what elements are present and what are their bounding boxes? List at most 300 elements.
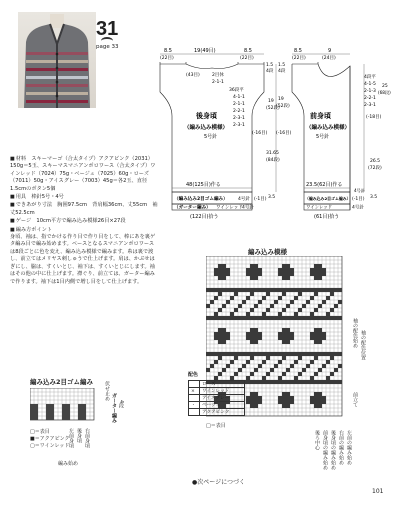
chart-cell: [262, 312, 266, 316]
chart-cell: [326, 316, 330, 320]
chart-cell: [330, 316, 334, 320]
chart-cell: [314, 340, 318, 344]
chart-cell: [314, 272, 318, 276]
chart-cell: [310, 336, 314, 340]
chart-cell: [290, 288, 294, 292]
chart-cell: [318, 264, 322, 268]
chart-cell: [286, 352, 290, 356]
chart-bottom-label-1: 前身頃の編み始め: [322, 430, 328, 470]
chart-cell: [294, 352, 298, 356]
chart-cell: [310, 288, 314, 292]
chart-cell: [302, 352, 306, 356]
rib-cell: [66, 404, 70, 408]
instructions-text: [10, 156, 158, 287]
chart-cell: [294, 380, 298, 384]
chart-cell: [294, 376, 298, 380]
front-garter-color: ワインレッド: [306, 205, 333, 211]
chart-cell: [254, 352, 258, 356]
chart-cell: [222, 276, 226, 280]
front-height-rows: 4段: [278, 69, 286, 74]
chart-cell: [314, 276, 318, 280]
chart-cell: [218, 288, 222, 292]
page-number: 101: [372, 488, 384, 495]
rib-cell: [30, 416, 34, 420]
chart-cell: [262, 360, 266, 364]
chart-cell: [270, 380, 274, 384]
chart-cell: [246, 288, 250, 292]
chart-cell: [318, 396, 322, 400]
chart-cell: [318, 316, 322, 320]
chart-cell: [330, 380, 334, 384]
back-needle: 5号針: [204, 134, 218, 140]
back-armhole-st: (-16目): [252, 131, 268, 136]
chart-cell: [258, 380, 262, 384]
back-armhole-shape-0: 36段平: [229, 88, 244, 93]
back-armhole-shape-5: 2-3-1: [233, 123, 245, 128]
chart-cell: [262, 296, 266, 300]
legend-title: 配色: [188, 372, 199, 378]
chart-cell: [338, 316, 342, 320]
chart-cell: [246, 268, 250, 272]
chart-cell: [334, 288, 338, 292]
chart-cell: [298, 356, 302, 360]
chart-cell: [290, 332, 294, 336]
chart-cell: [334, 352, 338, 356]
rib-cell: [82, 404, 86, 408]
chart-cell: [318, 332, 322, 336]
chart-cell: [230, 316, 234, 320]
chart-cell: [210, 364, 214, 368]
rib-cell: [62, 416, 66, 420]
chart-cell: [322, 380, 326, 384]
chart-cell: [254, 380, 258, 384]
back-shoulder-right-st: (22目): [240, 56, 254, 61]
chart-cell: [254, 336, 258, 340]
chart-cell: [214, 352, 218, 356]
front-needle: 5号針: [316, 134, 330, 140]
chart-cell: [270, 368, 274, 372]
rib-title: 編み込み2目ゴム編み: [30, 378, 94, 386]
chart-cell: [250, 340, 254, 344]
chart-cell: [206, 352, 210, 356]
chart-cell: [310, 400, 314, 404]
chart-cell: [278, 288, 282, 292]
chart-cell: [314, 292, 318, 296]
chart-cell: [218, 332, 222, 336]
chart-cell: [322, 336, 326, 340]
chart-cell: [278, 316, 282, 320]
front-title: 前身頃: [310, 112, 331, 120]
rib-key-2: ▢＝ワインレッド: [30, 443, 70, 449]
chart-cell: [330, 372, 334, 376]
front-neck-st: (24目): [322, 56, 336, 61]
front-armhole-rows: (52段): [276, 104, 290, 109]
chart-cell: [286, 328, 290, 332]
back-armhole-shape-2: 2-1-1: [233, 102, 245, 107]
back-armhole-shape-3: 2-2-1: [233, 109, 245, 114]
chart-cell: [250, 268, 254, 272]
chart-cell: [218, 352, 222, 356]
chart-cell: [302, 380, 306, 384]
rib-cell: [30, 412, 34, 416]
chart-cell: [274, 364, 278, 368]
back-shoulder-right: 8.5: [244, 48, 252, 54]
chart-cell: [242, 300, 246, 304]
chart-cell: [254, 332, 258, 336]
chart-cell: [250, 336, 254, 340]
chart-cell: [250, 400, 254, 404]
chart-cell: [218, 276, 222, 280]
chart-cell: [330, 352, 334, 356]
chart-cell: [254, 368, 258, 372]
chart-cell: [306, 352, 310, 356]
chart-cell: [330, 356, 334, 360]
chart-cell: [238, 352, 242, 356]
back-width: 48(125目)作る: [186, 182, 221, 188]
legend-row: [189, 409, 245, 416]
chart-cell: [314, 396, 318, 400]
chart-cell: [250, 264, 254, 268]
chart-cell: [222, 328, 226, 332]
chart-cell: [214, 332, 218, 336]
chart-cell: [290, 316, 294, 320]
rib-cell: [50, 408, 54, 412]
chart-cell: [310, 268, 314, 272]
chart-cell: [266, 288, 270, 292]
chart-cell: [314, 336, 318, 340]
chart-cell: [286, 400, 290, 404]
chart-cell: [226, 352, 230, 356]
back-rib-st: (-1目): [254, 197, 267, 202]
chart-cell: [286, 316, 290, 320]
chart-cell: [298, 292, 302, 296]
chart-cell: [234, 292, 238, 296]
rib-cell: [78, 404, 82, 408]
tools-text: 棒針5号・4号: [31, 194, 64, 201]
chart-cell: [266, 356, 270, 360]
front-shoulder: 8.5: [294, 48, 302, 54]
front-neck-rows-st: (68段): [378, 90, 391, 95]
rib-label-0: 伏せ止め: [104, 381, 110, 401]
chart-cell: [278, 352, 282, 356]
front-rib-height: 3.5: [370, 195, 378, 200]
chart-cell: [250, 380, 254, 384]
chart-cell: [310, 316, 314, 320]
front-total-rows: (72段): [368, 166, 382, 171]
chart-cell: [326, 296, 330, 300]
chart-cell: [214, 296, 218, 300]
chart-cell: [318, 392, 322, 396]
chart-cell: [258, 396, 262, 400]
chart-cell: [222, 264, 226, 268]
chart-cell: [254, 400, 258, 404]
back-armhole-shape-4: 2-3-1: [233, 116, 245, 121]
front-rib-st: (-1目): [352, 197, 365, 202]
chart-cell: [278, 312, 282, 316]
chart-cell: [254, 396, 258, 400]
chart-cell: [254, 316, 258, 320]
chart-cell: [234, 356, 238, 360]
chart-cell: [222, 272, 226, 276]
back-body: 31.65: [266, 151, 279, 156]
chart-cell: [286, 272, 290, 276]
chart-cell: [286, 304, 290, 308]
rib-cell: [62, 408, 66, 412]
chart-cell: [210, 288, 214, 292]
chart-cell: [318, 400, 322, 404]
chart-cell: [270, 316, 274, 320]
chart-cell: [266, 372, 270, 376]
chart-cell: [262, 316, 266, 320]
page-reference: page 33: [96, 44, 119, 50]
back-subtitle: （編み込み模様）: [184, 125, 229, 131]
chart-cell: [254, 304, 258, 308]
chart-cell: [298, 372, 302, 376]
chart-cell: [282, 288, 286, 292]
chart-cell: [214, 268, 218, 272]
chart-cell: [278, 396, 282, 400]
front-width: 23.5(62目)作る: [306, 182, 343, 188]
front-neck-shape-0: 4段平: [364, 75, 376, 80]
chart-cell: [286, 368, 290, 372]
chart-cell: [282, 396, 286, 400]
chart-cell: [302, 368, 306, 372]
back-garter-needle: 4号針: [242, 205, 254, 211]
chart-cell: [214, 312, 218, 316]
chart-cell: [246, 336, 250, 340]
chart-cell: [278, 380, 282, 384]
back-garter-color: ワインレッド: [216, 205, 243, 211]
back-rib-height: 3.5: [268, 195, 276, 200]
chart-cell: [322, 288, 326, 292]
rib-label-1: ガーター編み: [111, 393, 117, 423]
legend-symbol: [189, 381, 200, 388]
chart-cell: [318, 268, 322, 272]
rib-start: 編み始め: [58, 461, 79, 467]
legend-symbol: [189, 395, 200, 402]
chart-cell: [222, 268, 226, 272]
front-armhole: 19: [278, 97, 284, 102]
chart-cell: [286, 340, 290, 344]
chart-cell: [246, 400, 250, 404]
chart-cell: [282, 308, 286, 312]
chart-cell: [318, 352, 322, 356]
method-heading: ■ 編み方ポイント: [10, 227, 52, 233]
legend-row: [189, 395, 245, 402]
front-neck-shape-3: 2-2-1: [364, 96, 376, 101]
chart-cell: [242, 364, 246, 368]
chart-cell: [278, 332, 282, 336]
chart-cell: [318, 340, 322, 344]
chart-cell: [314, 332, 318, 336]
legend-row: [189, 402, 245, 409]
chart-cell: [326, 380, 330, 384]
rib-cell: [34, 404, 38, 408]
chart-cell: [282, 392, 286, 396]
chart-cell: [226, 332, 230, 336]
chart-cell: [262, 288, 266, 292]
chart-cell: [250, 316, 254, 320]
front-neck-shape-2: 2-1-3: [364, 89, 376, 94]
chart-cell: [286, 380, 290, 384]
chart-cell: [290, 336, 294, 340]
rib-cell: [30, 404, 34, 408]
chart-cell: [306, 300, 310, 304]
back-neck-pick2: 2目休: [212, 73, 224, 78]
next-page-note: ●次ページにつづく: [192, 479, 245, 486]
chart-cell: [278, 336, 282, 340]
chart-cell: [230, 352, 234, 356]
chart-cell: [290, 400, 294, 404]
chart-cell: [266, 292, 270, 296]
chart-cell: [254, 404, 258, 408]
legend-symbol: ×: [189, 388, 200, 395]
chart-cell: [258, 332, 262, 336]
chart-cell: [246, 332, 250, 336]
chart-cell: [266, 308, 270, 312]
chart-cell: [234, 352, 238, 356]
chart-cell: [322, 300, 326, 304]
chart-cell: [318, 304, 322, 308]
chart-cell: [282, 264, 286, 268]
chart-cell: [274, 352, 278, 356]
rib-cell: [82, 416, 86, 420]
legend-table: [188, 380, 245, 416]
chart-cell: [258, 268, 262, 272]
chart-cell: [334, 316, 338, 320]
rib-cell: [50, 412, 54, 416]
chart-cell: [250, 276, 254, 280]
chart-cell: [218, 336, 222, 340]
chart-cell: [306, 364, 310, 368]
chart-cell: [226, 364, 230, 368]
method-text: 身頃、袖は、指でかける作り目で作り目をして、棒にあを裏ゲタ編み目で編み始めます。ベースとなるスマニアンポロワースは8段ごとに色を変え、編み込み模様で編みます。糸は裏で渡し、前立てはメリヤス刺しゅうで仕上げます。肩は、かぶせはぎにし、脇は、すくいとじ、袖下は、すくいとじにします。袖はその他の中に仕上げます。襟ぐり、前立ては、ガーター編みで作ります。袖下は1目内側で増し目をして仕上げます。: [10, 234, 156, 285]
chart-cell: [218, 308, 222, 312]
chart-cell: [310, 272, 314, 276]
chart-cell: [318, 404, 322, 408]
chart-cell: [274, 288, 278, 292]
rib-cell: [82, 412, 86, 416]
chart-cell: [266, 316, 270, 320]
back-total-st: (122目)拾う: [190, 214, 219, 220]
back-title: 後身頃: [196, 112, 217, 120]
back-armhole-shape-1: 4-1-1: [233, 95, 245, 100]
chart-bottom-label-0: 後ろ中心: [314, 430, 320, 450]
chart-cell: [298, 288, 302, 292]
chart-cell: [222, 316, 226, 320]
chart-cell: [230, 312, 234, 316]
chart-cell: [286, 268, 290, 272]
chart-cell: [246, 376, 250, 380]
chart-cell: [286, 392, 290, 396]
chart-cell: [326, 352, 330, 356]
chart-cell: [330, 288, 334, 292]
chart-cell: [282, 352, 286, 356]
materials-text: スキーマーゴ（合太タイプ）アクアピンク（2031）150g＝5玉、スキーマスマニアンポロワース（合太タイプ）ワインレッド（7024）75g・ベージュ（7025）60g・ローズ（7011）50g・アイスグレー（7003）45g＝各2玉、直径1.5cmのボタン5個: [10, 156, 156, 192]
chart-cell: [218, 328, 222, 332]
rib-label-2: 4段: [118, 400, 124, 409]
back-rib-label: （編み込み2目ゴム編み）: [174, 197, 228, 202]
chart-cell: [226, 272, 230, 276]
chart-cell: [314, 352, 318, 356]
chart-bottom-label-3: 右前の編み始め: [338, 430, 344, 465]
back-neck-pick: (43目): [186, 73, 200, 78]
chart-cell: [318, 328, 322, 332]
chart-cell: [294, 316, 298, 320]
front-subtitle: （編み込み模様）: [306, 125, 351, 131]
back-shoulder-left: 8.5: [164, 48, 172, 54]
legend-row: [189, 388, 245, 395]
chart-cell: [286, 336, 290, 340]
chart-cell: [282, 268, 286, 272]
chart-cell: [250, 292, 254, 296]
rib-bottom-0: 左前身頃: [68, 428, 74, 448]
rib-cell: [66, 416, 70, 420]
chart-cell: [278, 272, 282, 276]
rib-cell: [50, 416, 54, 420]
chart-cell: [254, 276, 258, 280]
front-rib-label: （編み込み2目ゴム編み）: [305, 196, 351, 201]
legend-name: アイスグレー: [200, 395, 245, 402]
chart-cell: [282, 276, 286, 280]
chart-cell: [282, 380, 286, 384]
chart-cell: [334, 380, 338, 384]
chart-cell: [222, 288, 226, 292]
chart-cell: [210, 352, 214, 356]
chart-cell: [294, 312, 298, 316]
rib-cell: [78, 412, 82, 416]
chart-cell: [246, 352, 250, 356]
chart-cell: [214, 360, 218, 364]
chart-cell: [266, 380, 270, 384]
chart-cell: [290, 364, 294, 368]
chart-cell: [318, 380, 322, 384]
chart-cell: [298, 352, 302, 356]
chart-cell: [302, 304, 306, 308]
chart-cell: [318, 288, 322, 292]
chart-cell: [238, 304, 242, 308]
rib-cell: [34, 412, 38, 416]
chart-cell: [254, 272, 258, 276]
front-neck-note: (-18目): [366, 115, 382, 120]
chart-cell: [290, 396, 294, 400]
chart-cell: [310, 376, 314, 380]
chart-cell: [282, 400, 286, 404]
chart-cell: [310, 352, 314, 356]
legend-symbol: [189, 409, 200, 416]
chart-cell: [210, 316, 214, 320]
chart-cell: [250, 332, 254, 336]
chart-cell: [286, 264, 290, 268]
chart-bottom-label-2: 後身頃の編み始め: [330, 430, 336, 470]
chart-cell: [214, 316, 218, 320]
chart-cell: [206, 316, 210, 320]
size-text: 胸囲97.5cm 背肩幅36cm、丈55cm 袖丈52.5cm: [10, 202, 158, 216]
chart-cell: [314, 400, 318, 404]
chart-cell: [250, 372, 254, 376]
chart-cell: [258, 272, 262, 276]
materials-heading: ■ 材料: [10, 156, 26, 162]
chart-cell: [214, 288, 218, 292]
chart-cell: [322, 268, 326, 272]
chart-cell: [246, 396, 250, 400]
chart-cell: [218, 316, 222, 320]
rib-cell: [82, 408, 86, 412]
legend-name: ベージュ: [200, 402, 245, 409]
chart-cell: [246, 380, 250, 384]
chart-cell: [258, 288, 262, 292]
chart-cell: [242, 352, 246, 356]
